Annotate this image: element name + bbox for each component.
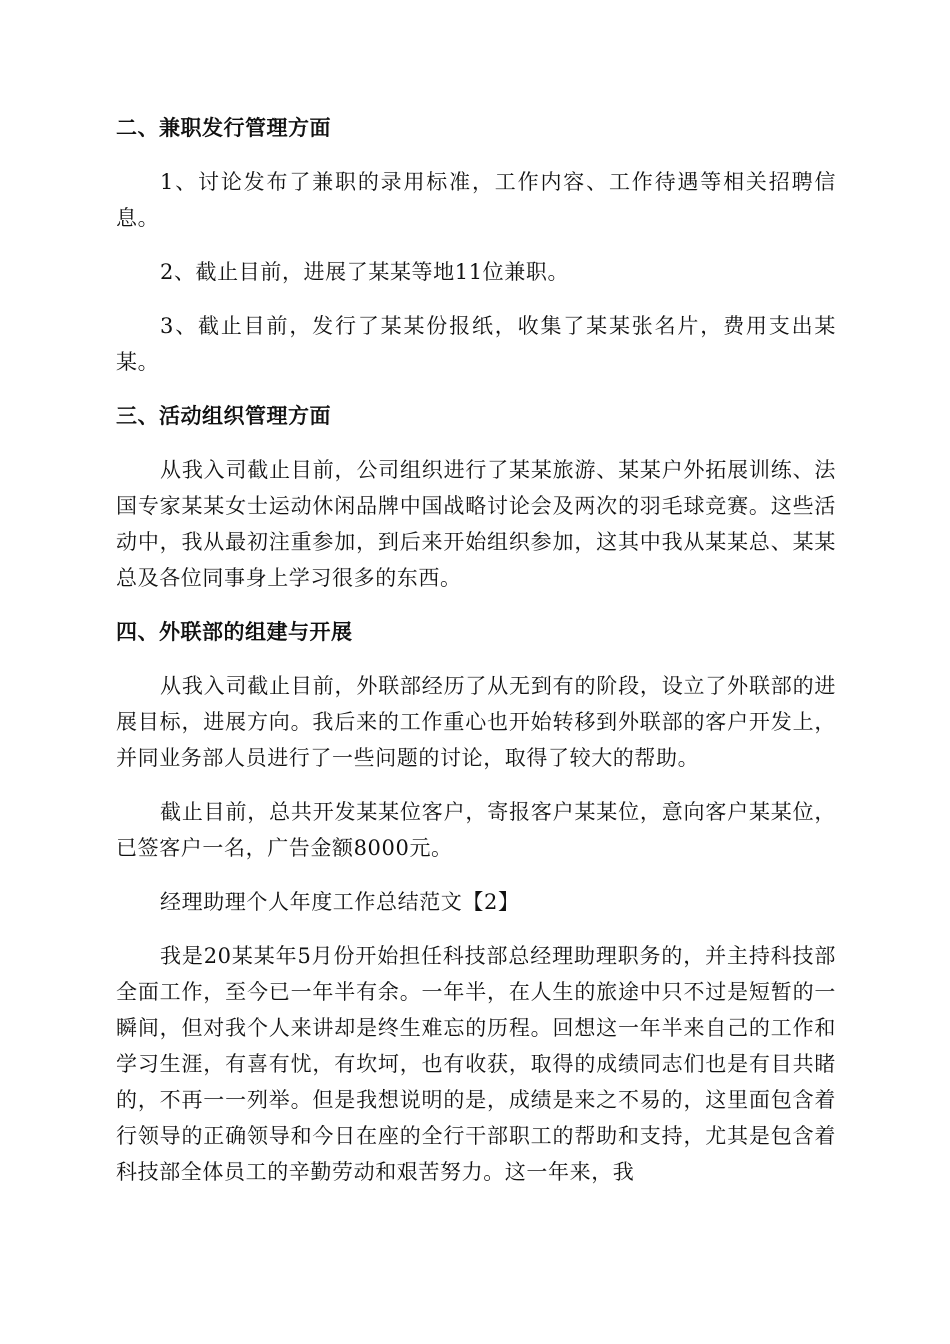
document-page: [116, 110, 836, 1190]
section-heading: 三、活动组织管理方面: [116, 404, 331, 428]
paragraph: 1、讨论发布了兼职的录用标准，工作内容、工作待遇等相关招聘信息。: [116, 170, 836, 230]
paragraph: 从我入司截止目前，外联部经历了从无到有的阶段，设立了外联部的进展目标，进展方向。我后来的工作重心也开始转移到外联部的客户开发上，并同业务部人员进行了一些问题的讨论，取得了较大的帮助。: [116, 674, 836, 770]
paragraph: 2、截止目前，进展了某某等地11位兼职。: [160, 260, 570, 284]
section-heading: 四、外联部的组建与开展: [116, 620, 353, 644]
paragraph: 我是20某某年5月份开始担任科技部总经理助理职务的，并主持科技部全面工作，至今已一年半有余。一年半，在人生的旅途中只不过是短暂的一瞬间，但对我个人来讲却是终生难忘的历程。回想这一年半来自己的工作和学习生涯，有喜有忧，有坎坷，也有收获，取得的成绩同志们也是有目共睹的，不再一一列举。但是我想说明的是，成绩是来之不易的，这里面包含着行领导的正确领导和今日在座的全行干部职工的帮助和支持，尤其是包含着科技部全体员工的辛勤劳动和艰苦努力。这一年来，我: [116, 944, 836, 1184]
paragraph: 3、截止目前，发行了某某份报纸，收集了某某张名片，费用支出某某。: [116, 314, 836, 374]
paragraph: 从我入司截止目前，公司组织进行了某某旅游、某某户外拓展训练、法国专家某某女士运动休闲品牌中国战略讨论会及两次的羽毛球竞赛。这些活动中，我从最初注重参加，到后来开始组织参加，这其中我从某某总、某某总及各位同事身上学习很多的东西。: [116, 458, 836, 590]
paragraph: 截止目前，总共开发某某位客户，寄报客户某某位，意向客户某某位，已签客户一名，广告金额8000元。: [116, 800, 836, 860]
subtitle-paragraph: 经理助理个人年度工作总结范文【2】: [160, 890, 520, 914]
section-heading: 二、兼职发行管理方面: [116, 116, 331, 140]
